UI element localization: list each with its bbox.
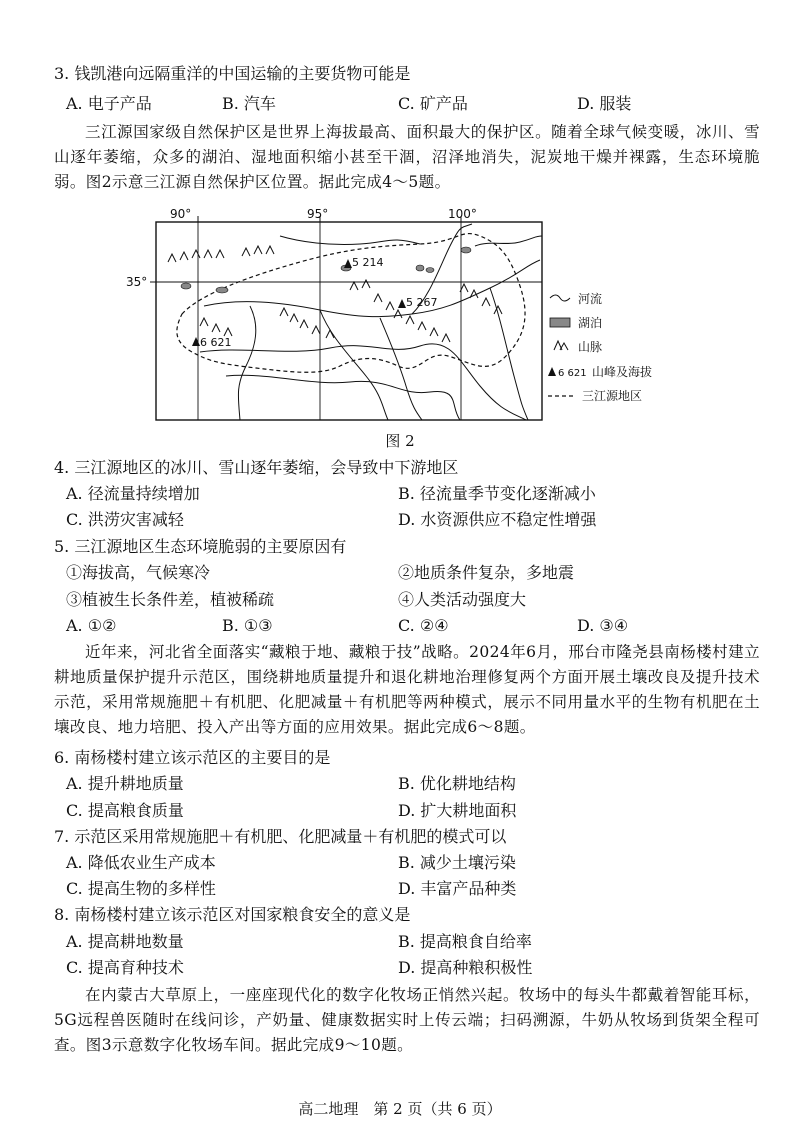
q7-option-d: D. 丰富产品种类: [398, 879, 517, 898]
q3-option-a: A. 电子产品: [66, 94, 152, 113]
peak-label-5214: 5 214: [352, 256, 384, 269]
q8-option-d: D. 提高种粮积极性: [398, 958, 533, 977]
lakes: [181, 247, 471, 293]
q5-option-b: B. ①③: [222, 616, 273, 635]
question-5-stem: 5. 三江源地区生态环境脆弱的主要原因有: [54, 537, 347, 556]
legend-peak-value: 6 621: [558, 368, 587, 379]
q7-option-b: B. 减少土壤污染: [398, 853, 516, 872]
legend-lake-label: 湖泊: [578, 316, 603, 330]
figure-2-caption: 图 2: [385, 432, 415, 450]
sanjiangyuan-boundary: [177, 234, 525, 373]
q8-option-b: B. 提高粮食自给率: [398, 932, 532, 951]
q4-option-b: B. 径流量季节变化逐渐减小: [398, 484, 596, 503]
q5-option-c: C. ②④: [398, 616, 449, 635]
legend-mountain-icon: [554, 341, 568, 350]
map-svg: [126, 206, 690, 428]
mountain-ranges: [168, 246, 502, 342]
peak-label-5267: 5 267: [406, 296, 438, 309]
figure-2-map: [126, 206, 690, 428]
rivers: [200, 224, 542, 420]
q4-option-d: D. 水资源供应不稳定性增强: [398, 510, 597, 529]
legend-boundary-label: 三江源地区: [582, 389, 643, 403]
q3-option-b: B. 汽车: [222, 94, 276, 113]
q8-option-a: A. 提高耕地数量: [66, 932, 184, 951]
legend-river-label: 河流: [578, 292, 603, 306]
q6-option-c: C. 提高粮食质量: [66, 801, 184, 820]
passage-digital-ranch: 在内蒙古大草原上，一座座现代化的数字化牧场正悄然兴起。牧场中的每头牛都戴着智能耳标，5G远程兽医随时在线问诊，产奶量、健康数据实时上传云端；扫码溯源，牛奶从牧场到货架全程可查。图3示意数字化牧场车间。据此完成9～10题。: [54, 986, 760, 1055]
q5-item-1: ①海拔高，气候寒冷: [66, 563, 211, 582]
q6-option-b: B. 优化耕地结构: [398, 774, 516, 793]
q7-option-a: A. 降低农业生产成本: [66, 853, 216, 872]
q5-option-a: A. ①②: [66, 616, 117, 635]
peak-label-6621: 6 621: [200, 336, 232, 349]
legend-lake-icon: [550, 318, 570, 327]
lat-label-35: 35°: [126, 275, 148, 289]
q4-option-a: A. 径流量持续增加: [66, 484, 200, 503]
passage-sanjiangyuan: 三江源国家级自然保护区是世界上海拔最高、面积最大的保护区。随着全球气候变暖，冰川、雪山逐年萎缩，众多的湖泊、湿地面积缩小甚至干涸，沼泽地消失，泥炭地干燥并裸露，生态环境脆弱。图2示意三江源自然保护区位置。据此完成4～5题。: [54, 123, 760, 192]
q6-option-a: A. 提升耕地质量: [66, 774, 184, 793]
q5-option-d: D. ③④: [577, 616, 629, 635]
lon-label-100: 100°: [448, 207, 477, 221]
question-6-stem: 6. 南杨楼村建立该示范区的主要目的是: [54, 748, 331, 767]
question-8-stem: 8. 南杨楼村建立该示范区对国家粮食安全的意义是: [54, 905, 411, 924]
peak-marker-5267: [398, 299, 406, 308]
q7-option-c: C. 提高生物的多样性: [66, 879, 216, 898]
q3-option-c: C. 矿产品: [398, 94, 468, 113]
map-legend: [548, 291, 652, 403]
passage-nanyanglou: 近年来，河北省全面落实“藏粮于地、藏粮于技”战略。2024年6月，邢台市隆尧县南杨楼村建立耕地质量保护提升示范区，围绕耕地质量提升和退化耕地治理修复两个方面开展土壤改良及提升技术示范，采用常规施肥＋有机肥、化肥减量＋有机肥等两种模式，展示不同用量水平的生物有机肥在土壤改良、地力培肥、投入产出等方面的应用效果。据此完成6～8题。: [54, 643, 760, 737]
legend-river-icon: [550, 295, 570, 301]
q5-item-2: ②地质条件复杂，多地震: [398, 563, 575, 582]
legend-mountain-label: 山脉: [578, 340, 603, 354]
q6-option-d: D. 扩大耕地面积: [398, 801, 517, 820]
q4-option-c: C. 洪涝灾害减轻: [66, 510, 184, 529]
peak-marker-5214: [344, 259, 352, 268]
page-footer: 高二地理 第 2 页（共 6 页）: [298, 1100, 502, 1118]
q3-option-d: D. 服装: [577, 94, 632, 113]
question-4-stem: 4. 三江源地区的冰川、雪山逐年萎缩，会导致中下游地区: [54, 458, 459, 477]
q5-item-4: ④人类活动强度大: [398, 590, 527, 609]
peak-marker-6621: [192, 337, 200, 346]
question-7-stem: 7. 示范区采用常规施肥＋有机肥、化肥减量＋有机肥的模式可以: [54, 827, 507, 846]
question-3-stem: 3. 钱凯港向远隔重洋的中国运输的主要货物可能是: [54, 64, 411, 83]
lon-label-90: 90°: [170, 207, 192, 221]
lon-label-95: 95°: [307, 207, 329, 221]
legend-peak-label: 山峰及海拔: [592, 365, 653, 379]
q5-item-3: ③植被生长条件差，植被稀疏: [66, 590, 275, 609]
legend-peak-icon: [548, 367, 556, 376]
q8-option-c: C. 提高育种技术: [66, 958, 184, 977]
